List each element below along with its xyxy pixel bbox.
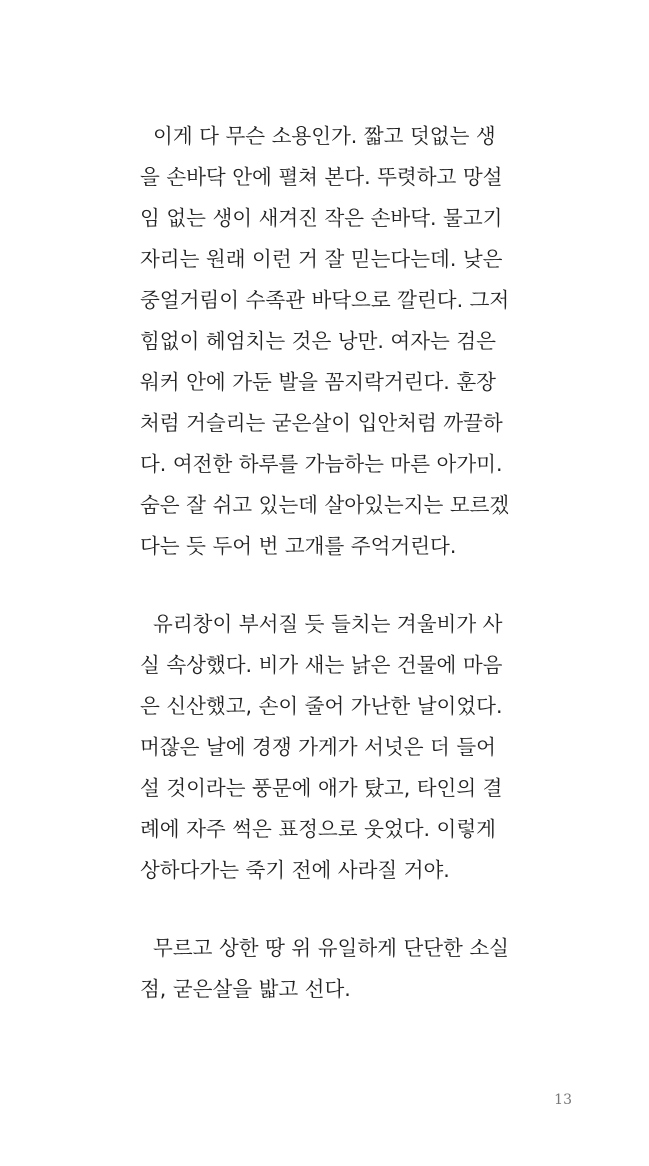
- text-line: 은 신산했고, 손이 줄어 가난한 날이었다.: [140, 694, 503, 718]
- text-line: 유리창이 부서질 듯 들치는 겨울비가 사: [140, 612, 503, 636]
- text-line: 무르고 상한 땅 위 유일하게 단단한 소실: [140, 936, 509, 960]
- paragraph-3: [140, 928, 540, 1010]
- text-line: 례에 자주 썩은 표정으로 웃었다. 이렇게: [140, 817, 496, 841]
- text-line: 실 속상했다. 비가 새는 낡은 건물에 마음: [140, 653, 503, 677]
- text-line: 숨은 잘 쉬고 있는데 살아있는지는 모르겠: [140, 493, 510, 517]
- text-line: 을 손바닥 안에 펼쳐 본다. 뚜렷하고 망설: [140, 165, 503, 189]
- text-line: 중얼거림이 수족관 바닥으로 깔린다. 그저: [140, 288, 510, 312]
- text-line: 힘없이 헤엄치는 것은 낭만. 여자는 검은: [140, 329, 496, 353]
- text-line: 임 없는 생이 새겨진 작은 손바닥. 물고기: [140, 206, 503, 230]
- text-line: 자리는 원래 이런 거 잘 믿는다는데. 낮은: [140, 247, 503, 271]
- text-line: 처럼 거슬리는 굳은살이 입안처럼 까끌하: [140, 411, 503, 435]
- paragraph-2: [140, 604, 540, 891]
- text-line: 머잖은 날에 경쟁 가게가 서넛은 더 들어: [140, 735, 496, 759]
- text-line: 점, 굳은살을 밟고 선다.: [140, 977, 351, 1001]
- text-line: 워커 안에 가둔 발을 꼼지락거린다. 훈장: [140, 370, 496, 394]
- text-line: 상하다가는 죽기 전에 사라질 거야.: [140, 858, 450, 882]
- page-number: 13: [554, 1092, 572, 1108]
- text-line: 다는 듯 두어 번 고개를 주억거린다.: [140, 534, 457, 558]
- text-line: 설 것이라는 풍문에 애가 탔고, 타인의 결: [140, 776, 503, 800]
- text-line: 이게 다 무슨 소용인가. 짧고 덧없는 생: [140, 124, 496, 148]
- paragraph-1: [140, 116, 540, 567]
- text-line: 다. 여전한 하루를 가늠하는 마른 아가미.: [140, 452, 503, 476]
